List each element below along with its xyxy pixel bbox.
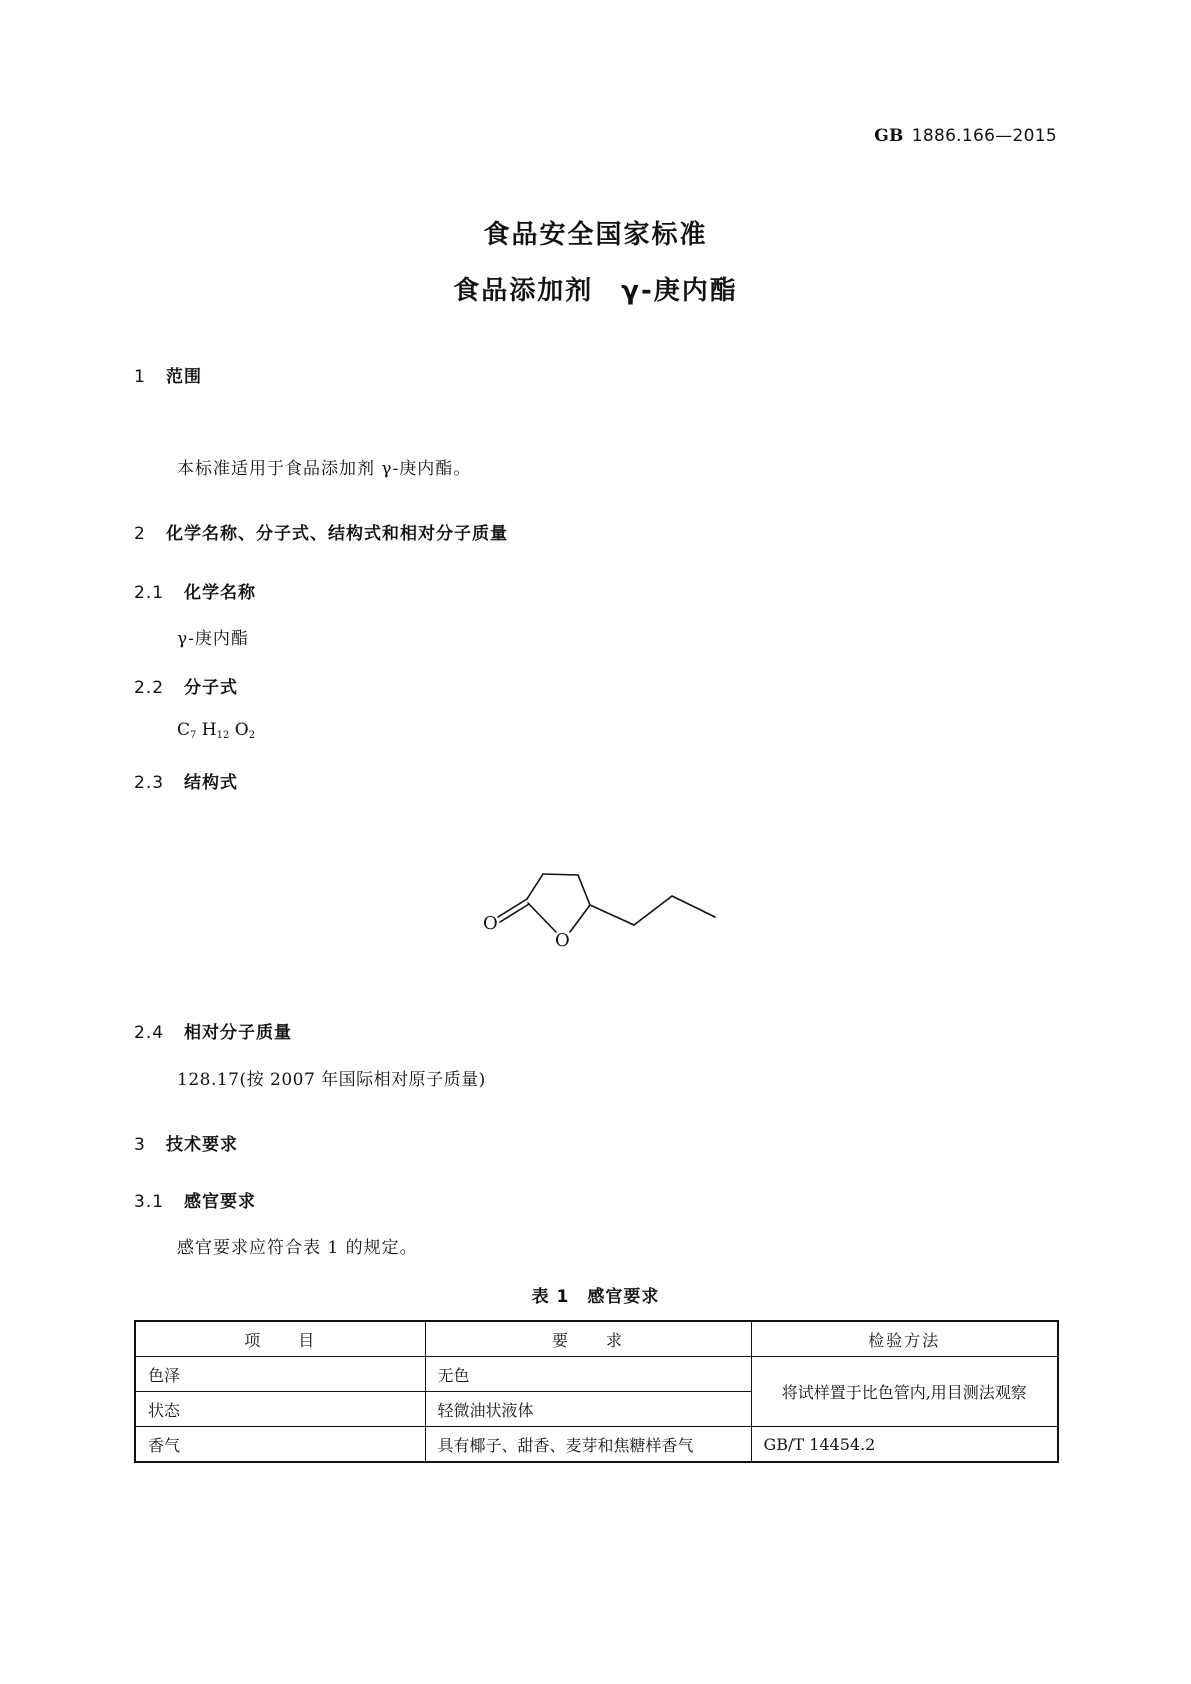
cell-requirement: 无色 (425, 1357, 751, 1392)
formula-carbon-count: 7 (190, 730, 197, 741)
section-1-heading (134, 362, 202, 387)
section-title: 相对分子质量 (184, 1023, 292, 1043)
molecular-mass: 128.17(按 2007 年国际相对原子质量) (177, 1070, 486, 1090)
column-header-item: 项 目 (135, 1321, 425, 1357)
bond-c2-c3 (527, 874, 543, 899)
bond-o1-c2 (528, 903, 556, 932)
molecular-formula (177, 720, 255, 741)
section-3-1-heading (134, 1187, 256, 1212)
formula-oxygen-count: 2 (248, 730, 256, 741)
section-2-2-heading (134, 673, 238, 698)
section-2-1-heading (134, 578, 256, 603)
section-title: 范围 (166, 367, 202, 387)
section-number: 3 (134, 1135, 146, 1155)
section-title: 化学名称 (184, 583, 256, 603)
cell-method: GB/T 14454.2 (751, 1427, 1058, 1463)
section-title: 化学名称、分子式、结构式和相对分子质量 (166, 524, 508, 544)
section-number: 2.2 (134, 678, 165, 698)
column-header-method: 检验方法 (751, 1321, 1058, 1357)
structural-formula-diagram (470, 860, 730, 970)
document-title: 食品添加剂 γ-庚内酯 (453, 276, 738, 306)
section-title: 结构式 (184, 773, 238, 793)
document-number (874, 126, 1057, 146)
cell-method-merged: 将试样置于比色管内,用目测法观察 (751, 1357, 1058, 1427)
bond-c6-c7 (634, 896, 672, 925)
sensory-requirement-paragraph: 感官要求应符合表 1 的规定。 (177, 1238, 418, 1258)
formula-hydrogen: H (201, 720, 217, 740)
bond-c4-c5 (578, 875, 590, 905)
cell-requirement: 具有椰子、甜香、麦芽和焦糖样香气 (425, 1427, 751, 1463)
doc-number: 1886.166—2015 (911, 126, 1057, 146)
section-title: 技术要求 (166, 1135, 238, 1155)
formula-carbon: C (177, 720, 191, 740)
section-number: 2.3 (134, 773, 165, 793)
formula-oxygen: O (234, 720, 249, 740)
standard-title: 食品安全国家标准 (483, 220, 708, 250)
formula-hydrogen-count: 12 (216, 730, 230, 741)
chemical-name: γ-庚内酯 (177, 629, 249, 649)
section-title: 感官要求 (184, 1192, 256, 1212)
column-header-requirement: 要 求 (425, 1321, 751, 1357)
bond-c3-c4 (543, 874, 578, 875)
section-title: 分子式 (184, 678, 238, 698)
section-3-heading (134, 1130, 238, 1155)
section-number: 1 (134, 367, 146, 387)
table-header-row (135, 1321, 1058, 1357)
bond-c5-o1 (570, 905, 590, 932)
section-2-3-heading (134, 768, 238, 793)
section-number: 2 (134, 524, 146, 544)
bond-c7-c8 (672, 896, 715, 917)
cell-item: 香气 (135, 1427, 425, 1463)
sensory-requirements-table (134, 1320, 1059, 1463)
cell-item: 状态 (135, 1392, 425, 1427)
cell-item: 色泽 (135, 1357, 425, 1392)
carbonyl-oxygen-label: O (483, 913, 498, 934)
section-number: 3.1 (134, 1192, 165, 1212)
cell-requirement: 轻微油状液体 (425, 1392, 751, 1427)
section-number: 2.1 (134, 583, 165, 603)
table-caption: 表 1 感官要求 (531, 1287, 660, 1307)
scope-paragraph: 本标准适用于食品添加剂 γ-庚内酯。 (177, 459, 472, 479)
bond-c5-c6 (590, 905, 634, 925)
section-2-heading (134, 519, 508, 544)
ring-oxygen-label: O (555, 930, 570, 951)
doc-prefix: GB (874, 126, 904, 146)
section-2-4-heading (134, 1018, 292, 1043)
section-number: 2.4 (134, 1023, 165, 1043)
table-row (135, 1427, 1058, 1463)
table-row (135, 1357, 1058, 1392)
